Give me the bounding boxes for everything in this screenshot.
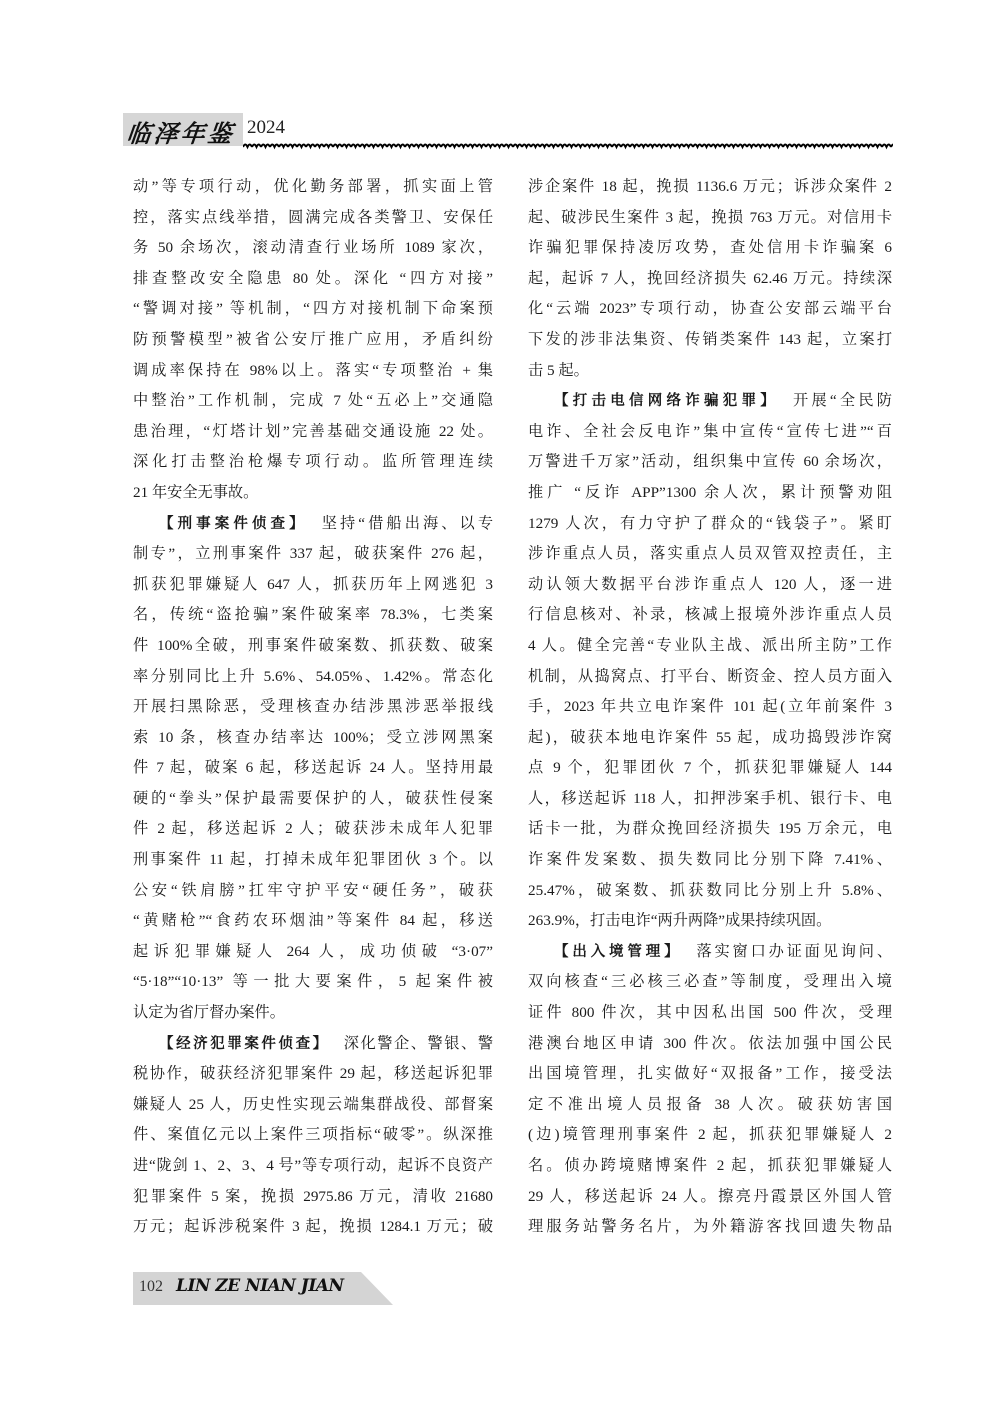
- line-text: 调成率保持在 98%以上。落实“专项整治 + 集: [133, 361, 493, 379]
- line-text: 起、破涉民生案件 3 起，挽损 763 万元。对信用卡: [528, 208, 892, 226]
- text-line: [133, 662, 493, 693]
- text-line: [133, 478, 493, 509]
- line-text: 万警进千万家”活动，组织集中宣传 60 余场次，: [528, 453, 892, 471]
- line-text: 深化打击整治枪爆专项行动。监所管理连续: [133, 453, 493, 471]
- text-line: [133, 723, 493, 754]
- line-text: 患治理，“灯塔计划”完善基础交通设施 22 处。: [133, 422, 493, 440]
- text-line: [133, 386, 493, 417]
- line-text: 索 10 条，核查办结率达 100%；受立涉网黑案: [133, 728, 493, 746]
- text-line: [133, 417, 493, 448]
- section-heading: 【刑事案件侦查】: [159, 515, 308, 532]
- line-text: 涉诈重点人员，落实重点人员双管双控责任，主: [528, 545, 892, 563]
- line-text: 公安“铁肩膀”扛牢守护平安“硬任务”，破获: [133, 881, 493, 899]
- text-line: [133, 1059, 493, 1090]
- line-text: 行信息核对、补录，核减上报境外涉诈重点人员: [528, 606, 892, 624]
- line-text: 25.47%，破案数、抓获数同比分别上升 5.8%、: [528, 881, 892, 899]
- header-wavy-rule: [243, 141, 893, 151]
- section-paragraph: [528, 386, 892, 937]
- text-line: [528, 478, 892, 509]
- text-line: [528, 1120, 892, 1151]
- left-column: [133, 172, 493, 1243]
- line-text: 嫌疑人 25 人，历史性实现云端集群战役、部督案: [133, 1095, 493, 1113]
- line-text: 下发的涉非法集资、传销类案件 143 起，立案打: [528, 330, 892, 348]
- line-text: 认定为省厅督办案件。: [133, 1004, 285, 1022]
- text-line: [528, 937, 892, 968]
- text-line: [528, 845, 892, 876]
- line-text: 坚持“借船出海、以专: [321, 514, 494, 532]
- right-column: [528, 172, 892, 1243]
- line-text: 推广 “反诈 APP”1300 余人次，累计预警劝阻: [528, 483, 892, 501]
- line-text: 理服务站警务名片，为外籍游客找回遗失物品: [528, 1218, 892, 1236]
- text-line: [133, 1090, 493, 1121]
- text-line: [133, 631, 493, 662]
- text-line: [133, 692, 493, 723]
- text-line: [133, 447, 493, 478]
- text-line: [133, 325, 493, 356]
- line-text: 起，起诉 7 人，挽回经济损失 62.46 万元。持续深: [528, 269, 892, 287]
- text-line: [528, 753, 892, 784]
- text-line: [528, 417, 892, 448]
- line-text: 制专”，立刑事案件 337 起，破获案件 276 起，: [133, 545, 493, 563]
- line-text: 务 50 余场次，滚动清查行业场所 1089 家次，: [133, 239, 493, 257]
- text-line: [528, 447, 892, 478]
- line-text: 机制，从捣窝点、打平台、断资金、控人员方面入: [528, 667, 892, 685]
- line-text: 排查整改安全隐患 80 处。深化 “四方对接”: [133, 269, 493, 287]
- section-heading: 【经济犯罪案件侦查】: [159, 1035, 330, 1052]
- text-line: [528, 1059, 892, 1090]
- text-line: [528, 356, 892, 387]
- line-text: 件、案值亿元以上案件三项指标“破零”。纵深推: [133, 1126, 493, 1144]
- text-line: [528, 325, 892, 356]
- text-line: [528, 998, 892, 1029]
- text-line: [528, 600, 892, 631]
- line-text: 起)，破获本地电诈案件 55 起，成功捣毁涉诈窝: [528, 728, 892, 746]
- section-heading: 【出入境管理】: [554, 943, 683, 960]
- text-line: [528, 203, 892, 234]
- line-text: 防预警模型”被省公安厅推广应用，矛盾纠纷: [133, 330, 493, 348]
- line-text: 诈案件发案数、损失数同比分别下降 7.41%、: [528, 851, 892, 869]
- line-text: 中整治”工作机制，完成 7 处“五必上”交通隐: [133, 392, 493, 410]
- text-line: [528, 692, 892, 723]
- paragraph: [528, 172, 892, 386]
- text-line: [528, 967, 892, 998]
- line-text: 1279 人次，有力守护了群众的“钱袋子”。紧盯: [528, 514, 892, 532]
- line-text: “警调对接” 等机制，“四方对接机制下命案预: [133, 300, 493, 318]
- line-text: 名。侦办跨境赌博案件 2 起，抓获犯罪嫌疑人: [528, 1157, 892, 1174]
- text-line: [133, 937, 493, 968]
- header-title: 临泽年鉴: [125, 119, 237, 148]
- line-text: 263.9%，打击电诈“两升两降”成果持续巩固。: [528, 912, 832, 930]
- line-text: 动”等专项行动，优化勤务部署，抓实面上管: [133, 178, 493, 195]
- line-text: 进“陇剑 1、2、3、4 号”等专项行动，起诉不良资产: [133, 1157, 493, 1174]
- line-text: “5·18”“10·13” 等一批大要案件，5 起案件被: [133, 973, 493, 991]
- text-line: [528, 662, 892, 693]
- line-text: 29 人，移送起诉 24 人。擦亮丹霞景区外国人管: [528, 1187, 892, 1205]
- text-line: [133, 845, 493, 876]
- text-line: [528, 814, 892, 845]
- text-line: [528, 264, 892, 295]
- text-line: [528, 172, 892, 203]
- line-text: 率分别同比上升 5.6%、54.05%、1.42%。常态化: [133, 667, 493, 685]
- line-text: 4 人。健全完善“专业队主战、派出所主防”工作: [528, 636, 892, 654]
- text-line: [133, 509, 493, 540]
- text-line: [133, 539, 493, 570]
- line-text: 开展扫黑除恶，受理核查办结涉黑涉恶举报线: [133, 698, 493, 716]
- section-paragraph: [528, 937, 892, 1243]
- line-text: 诈骗犯罪保持凌厉攻势，查处信用卡诈骗案 6: [528, 239, 892, 257]
- text-line: [528, 1090, 892, 1121]
- text-line: [133, 1120, 493, 1151]
- line-text: 犯罪案件 5 案，挽损 2975.86 万元，清收 21680: [133, 1187, 493, 1205]
- text-line: [133, 876, 493, 907]
- line-text: 化“云端 2023”专项行动，协查公安部云端平台: [528, 300, 892, 318]
- line-text: 击 5 起。: [528, 361, 589, 379]
- text-line: [528, 876, 892, 907]
- text-line: [528, 509, 892, 540]
- line-text: 开展“全民防: [793, 392, 892, 410]
- text-line: [528, 784, 892, 815]
- text-line: [133, 203, 493, 234]
- line-text: 话卡一批，为群众挽回经济损失 195 万余元，电: [528, 820, 892, 838]
- text-line: [528, 631, 892, 662]
- line-text: 港澳台地区申请 300 件次。依法加强中国公民: [528, 1034, 892, 1052]
- text-line: [528, 539, 892, 570]
- line-text: 21 年安全无事故。: [133, 483, 259, 501]
- line-text: 人，移送起诉 118 人，扣押涉案手机、银行卡、电: [528, 789, 892, 807]
- text-line: [133, 1182, 493, 1213]
- text-line: [528, 233, 892, 264]
- text-line: [528, 294, 892, 325]
- text-line: [133, 1212, 493, 1243]
- line-text: 件 7 起，破案 6 起，移送起诉 24 人。坚持用最: [133, 759, 493, 777]
- line-text: 定不准出境人员报备 38 人次。破获妨害国: [528, 1095, 892, 1113]
- section-paragraph: [133, 1029, 493, 1243]
- text-line: [133, 294, 493, 325]
- text-line: [133, 998, 493, 1029]
- line-text: 硬的“拳头”保护最需要保护的人，破获性侵案: [133, 789, 493, 807]
- text-line: [528, 1151, 892, 1182]
- text-line: [133, 233, 493, 264]
- paragraph: [133, 172, 493, 509]
- line-text: 双向核查“三必核三必查”等制度，受理出入境: [528, 973, 892, 991]
- line-text: “黄赌枪”“食药农环烟油”等案件 84 起，移送: [133, 912, 493, 930]
- line-text: 落实窗口办证面见询问、: [696, 942, 893, 960]
- text-line: [528, 386, 892, 417]
- text-line: [133, 753, 493, 784]
- text-line: [528, 1029, 892, 1060]
- text-line: [528, 906, 892, 937]
- line-text: (边)境管理刑事案件 2 起，抓获犯罪嫌疑人 2: [528, 1126, 892, 1144]
- line-text: 件 2 起，移送起诉 2 人；破获涉未成年人犯罪: [133, 820, 493, 838]
- text-line: [133, 814, 493, 845]
- text-line: [133, 356, 493, 387]
- text-line: [133, 906, 493, 937]
- line-text: 税协作，破获经济犯罪案件 29 起，移送起诉犯罪: [133, 1065, 493, 1083]
- section-paragraph: [133, 509, 493, 1029]
- text-line: [528, 1212, 892, 1243]
- line-text: 抓获犯罪嫌疑人 647 人，抓获历年上网逃犯 3: [133, 575, 493, 593]
- text-line: [133, 600, 493, 631]
- text-line: [133, 967, 493, 998]
- line-text: 深化警企、警银、警: [343, 1034, 494, 1052]
- line-text: 控，落实点线举措，圆满完成各类警卫、安保任: [133, 208, 493, 226]
- line-text: 涉企案件 18 起，挽损 1136.6 万元；诉涉众案件 2: [528, 178, 892, 195]
- line-text: 电诈、全社会反电诈”集中宣传“宣传七进”“百: [528, 422, 892, 440]
- line-text: 刑事案件 11 起，打掉未成年犯罪团伙 3 个。以: [133, 851, 493, 869]
- line-text: 名，传统“盗抢骗”案件破案率 78.3%，七类案: [133, 606, 493, 624]
- line-text: 万元；起诉涉税案件 3 起，挽损 1284.1 万元；破: [133, 1218, 493, 1236]
- line-text: 出国境管理，扎实做好“双报备”工作，接受法: [528, 1065, 892, 1083]
- text-line: [528, 723, 892, 754]
- text-line: [133, 784, 493, 815]
- text-line: [528, 570, 892, 601]
- header-year: 2024: [247, 117, 285, 138]
- line-text: 证件 800 件次，其中因私出国 500 件次，受理: [528, 1004, 892, 1022]
- line-text: 起诉犯罪嫌疑人 264 人，成功侦破 “3·07”: [133, 942, 493, 960]
- text-line: [133, 1029, 493, 1060]
- text-line: [133, 264, 493, 295]
- text-line: [528, 1182, 892, 1213]
- line-text: 动认领大数据平台涉诈重点人 120 人，逐一进: [528, 575, 892, 593]
- line-text: 手，2023 年共立电诈案件 101 起(立年前案件 3: [528, 698, 892, 716]
- text-line: [133, 570, 493, 601]
- text-line: [133, 1151, 493, 1182]
- footer-title: LIN ZE NIAN JIAN: [176, 1276, 344, 1296]
- line-text: 点 9 个，犯罪团伙 7 个，抓获犯罪嫌疑人 144: [528, 759, 892, 777]
- section-heading: 【打击电信网络诈骗犯罪】: [554, 393, 780, 410]
- page-number: 102: [139, 1278, 163, 1295]
- text-line: [133, 172, 493, 203]
- line-text: 件 100%全破，刑事案件破案数、抓获数、破案: [133, 636, 493, 654]
